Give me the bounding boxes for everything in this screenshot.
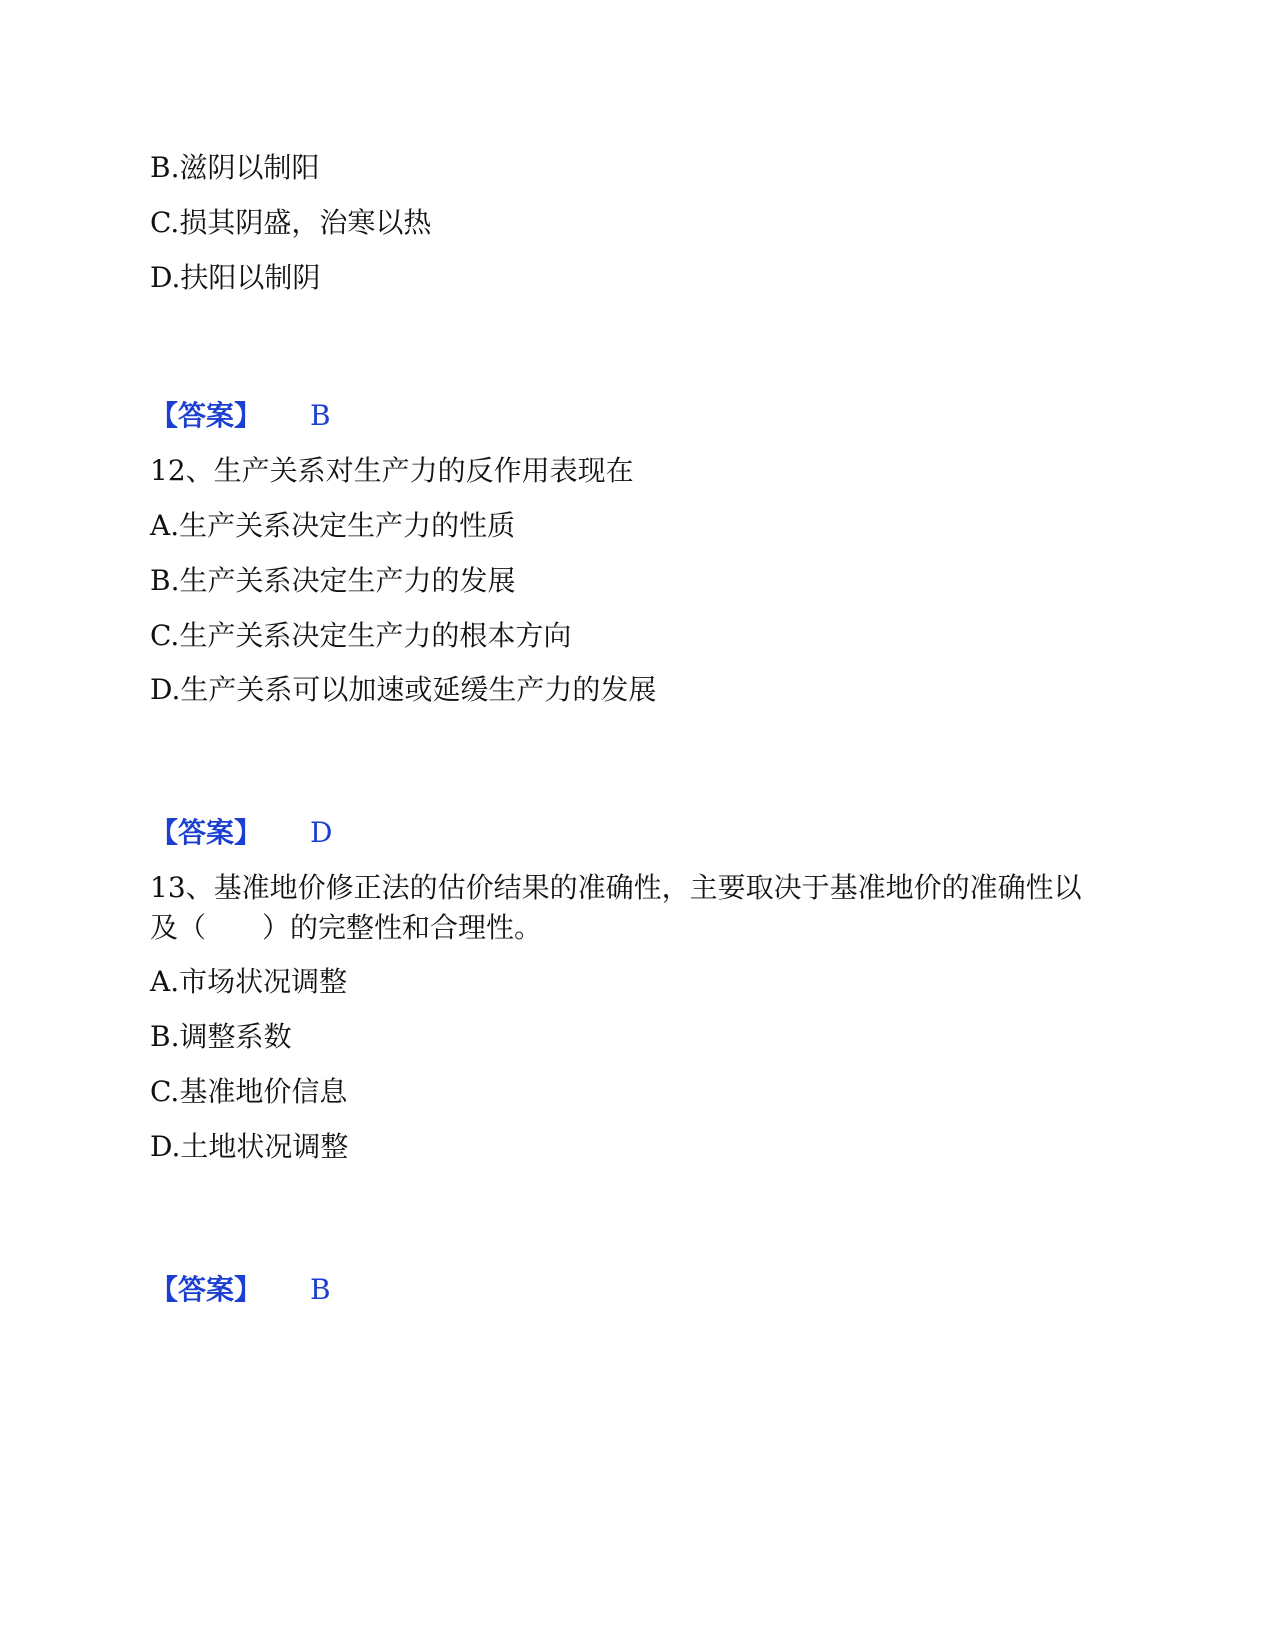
q13-answer <box>150 1272 331 1308</box>
option-letter: D. <box>150 1130 181 1163</box>
q12-answer <box>150 815 332 851</box>
option-text: 基准地价信息 <box>179 1075 348 1108</box>
q13-stem-line1: 13、基准地价修正法的估价结果的准确性，主要取决于基准地价的准确性以 <box>150 871 1082 904</box>
option-text: 市场状况调整 <box>179 965 348 998</box>
option-letter: D. <box>150 261 181 294</box>
option-text: 调整系数 <box>179 1020 292 1053</box>
q12-option-b <box>150 563 516 599</box>
q12-option-c <box>150 618 571 654</box>
q13-option-d <box>150 1129 348 1165</box>
option-text: 土地状况调整 <box>180 1130 349 1163</box>
option-letter: A. <box>150 965 180 998</box>
q13-option-a <box>150 964 347 1000</box>
option-text: 扶阳以制阴 <box>180 261 321 294</box>
option-letter: C. <box>150 1075 180 1108</box>
option-letter: B. <box>150 151 180 184</box>
option-letter: B. <box>150 1020 180 1053</box>
option-text: 滋阴以制阳 <box>179 151 320 184</box>
answer-label: 【答案】 <box>150 816 263 849</box>
q12-stem: 12、生产关系对生产力的反作用表现在 <box>150 454 634 487</box>
option-text: 生产关系可以加速或延缓生产力的发展 <box>180 673 657 706</box>
answer-label: 【答案】 <box>150 399 263 432</box>
option-letter: C. <box>150 619 180 652</box>
option-text: 生产关系决定生产力的根本方向 <box>179 619 572 652</box>
option-letter: A. <box>150 509 180 542</box>
q12-option-d <box>150 672 656 708</box>
option-letter: D. <box>150 673 181 706</box>
q11-option-d <box>150 260 320 296</box>
q12-option-a <box>150 508 515 544</box>
answer-value: B <box>310 399 331 432</box>
option-text: 损其阴盛，治寒以热 <box>179 206 432 239</box>
answer-value: D <box>310 816 333 849</box>
q11-answer <box>150 398 331 434</box>
q13-stem-line2: 及（ ）的完整性和合理性。 <box>150 911 543 944</box>
option-text: 生产关系决定生产力的发展 <box>179 564 516 597</box>
option-text: 生产关系决定生产力的性质 <box>179 509 516 542</box>
answer-value: B <box>310 1273 331 1306</box>
q13-option-b <box>150 1019 292 1055</box>
option-letter: C. <box>150 206 180 239</box>
option-letter: B. <box>150 564 180 597</box>
q13-option-c <box>150 1074 347 1110</box>
answer-label: 【答案】 <box>150 1273 263 1306</box>
q11-option-c <box>150 205 431 241</box>
q11-option-b <box>150 150 320 186</box>
